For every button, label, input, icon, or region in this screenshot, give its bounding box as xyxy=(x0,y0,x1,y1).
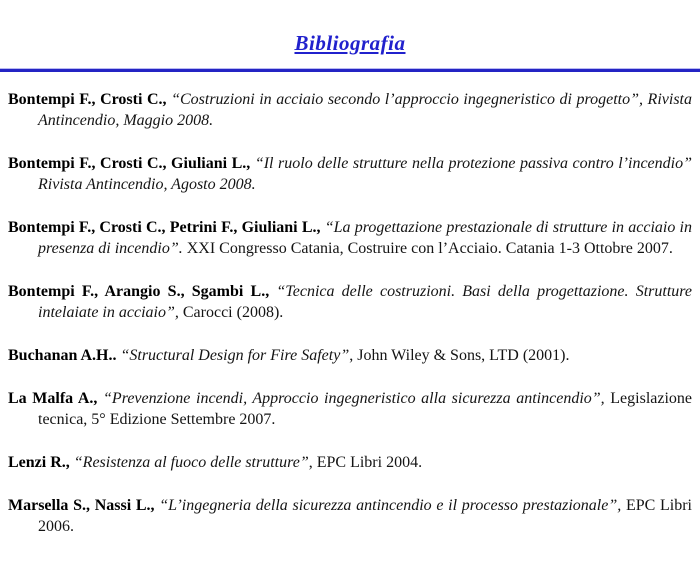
entry-text: “Structural Design for Fire Safety” xyxy=(120,347,350,364)
bib-entry xyxy=(8,452,692,473)
entry-authors: Bontempi F., Crosti C., Giuliani L., xyxy=(8,155,255,172)
entry-text: , EPC Libri 2004. xyxy=(308,454,423,471)
entry-text: “Costruzioni in acciaio secondo l’approccio ingegneristico di progetto”, Rivista Antincendio, Maggio 2008. xyxy=(38,91,692,129)
entry-text: Legislazione tecnica, 5° Edizione Settembre 2007. xyxy=(38,390,693,428)
entry-authors: Bontempi F., Crosti C., Petrini F., Giuliani L., xyxy=(8,219,325,236)
entry-authors: Bontempi F., Arangio S., Sgambi L., xyxy=(8,283,277,300)
entry-text: EPC Libri 2006. xyxy=(38,497,692,535)
title-row xyxy=(0,0,700,56)
entry-text: “Tecnica delle costruzioni. Basi della progettazione. Strutture intelaiate in acciaio”, xyxy=(38,283,692,321)
bib-entry xyxy=(8,345,692,366)
entry-authors: Bontempi F., Crosti C., xyxy=(8,91,172,108)
bibliography-list xyxy=(0,72,700,537)
entry-text: , John Wiley & Sons, LTD (2001). xyxy=(349,347,570,364)
bib-entry xyxy=(8,89,692,131)
entry-text: “L’ingegneria della sicurezza antincendio e il processo prestazionale”, xyxy=(159,497,622,514)
bib-entry xyxy=(8,388,692,430)
bib-entry xyxy=(8,281,692,323)
entry-text: “Prevenzione incendi, Approccio ingegneristico alla sicurezza antincendio”, xyxy=(103,390,605,407)
page-title: Bibliografia xyxy=(294,31,406,55)
bib-entry xyxy=(8,217,692,259)
bib-entry xyxy=(8,495,692,537)
bib-entry xyxy=(8,153,692,195)
entry-text: Carocci (2008). xyxy=(178,304,284,321)
entry-text: “La progettazione prestazionale di strutture in acciaio in presenza di incendio”. xyxy=(38,219,692,257)
entry-text: XXI Congresso Catania, Costruire con l’Acciaio. Catania 1-3 Ottobre 2007. xyxy=(182,240,673,257)
entry-authors: Marsella S., Nassi L., xyxy=(8,497,160,514)
entry-authors: Lenzi R., xyxy=(8,454,74,471)
entry-authors: La Malfa A., xyxy=(8,390,104,407)
entry-text: “Resistenza al fuoco delle strutture” xyxy=(73,454,309,471)
entry-text: “Il ruolo delle strutture nella protezione passiva contro l’incendio” Rivista Antincendio, Agosto 2008. xyxy=(38,155,692,193)
entry-authors: Buchanan A.H.. xyxy=(8,347,121,364)
